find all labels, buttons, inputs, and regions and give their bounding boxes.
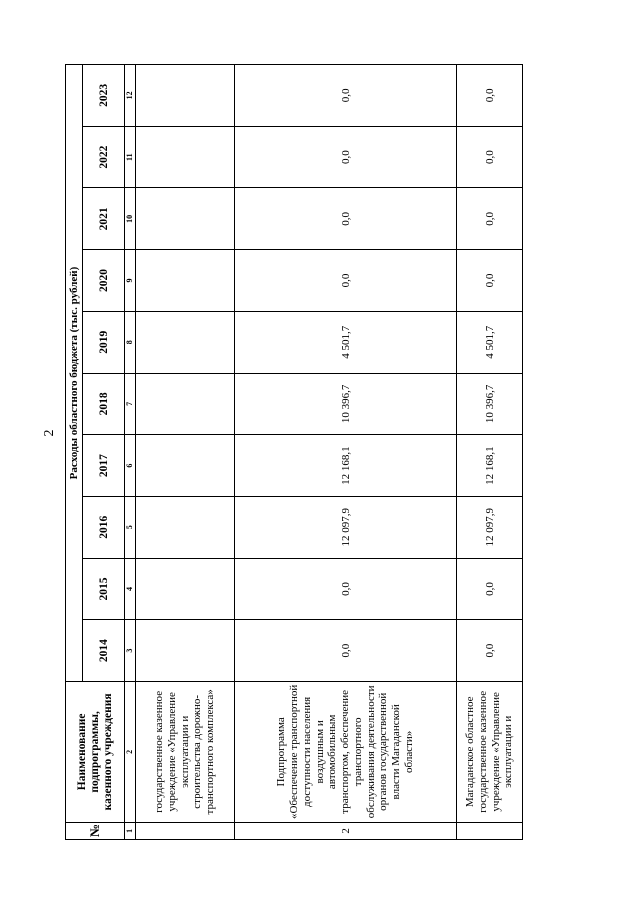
column-number: 3: [125, 620, 136, 682]
column-number: 10: [125, 188, 136, 250]
row-number: 2: [235, 822, 457, 839]
value-cell: [136, 558, 235, 620]
value-cell: 0,0: [457, 65, 523, 127]
row-number: [457, 822, 523, 839]
value-cell: 0,0: [457, 188, 523, 250]
row-name: государственное казенное учреждение «Управление эксплуатации и строительства дорожно-транспортного комплекса»: [136, 682, 235, 823]
year-header: 2021: [83, 188, 125, 250]
value-cell: 4 501,7: [235, 311, 457, 373]
value-cell: 10 396,7: [457, 373, 523, 435]
year-header: 2019: [83, 311, 125, 373]
column-header-number: №: [66, 822, 125, 839]
year-header: 2014: [83, 620, 125, 682]
value-cell: [136, 620, 235, 682]
column-header-name: Наименование подпрограммы, казенного учреждения: [66, 682, 125, 823]
value-cell: 12 097,9: [457, 496, 523, 558]
rotated-table-frame: [65, 64, 525, 840]
value-cell: [136, 65, 235, 127]
value-cell: 12 168,1: [235, 435, 457, 497]
value-cell: 10 396,7: [235, 373, 457, 435]
value-cell: [136, 311, 235, 373]
year-header: 2018: [83, 373, 125, 435]
row-name: Магаданское областное государственное казенное учреждение «Управление эксплуатации и: [457, 682, 523, 823]
column-number: 8: [125, 311, 136, 373]
column-number: 11: [125, 126, 136, 188]
value-cell: 0,0: [457, 126, 523, 188]
value-cell: 0,0: [235, 126, 457, 188]
value-cell: [136, 126, 235, 188]
table-row: [136, 65, 235, 840]
budget-table: [65, 64, 523, 840]
year-header: 2017: [83, 435, 125, 497]
year-header: 2022: [83, 126, 125, 188]
table-row: [235, 65, 457, 840]
column-number: 6: [125, 435, 136, 497]
row-name: Подпрограмма «Обеспечение транспортной доступности населения воздушным и автомобильным транспортом, обеспечение транспортного обслуживания деятельности органов государственной власти Магаданской области»: [235, 682, 457, 823]
column-number: 12: [125, 65, 136, 127]
column-number: 7: [125, 373, 136, 435]
page-number: 2: [42, 429, 57, 437]
value-cell: 12 168,1: [457, 435, 523, 497]
value-cell: 0,0: [457, 250, 523, 312]
column-number: 2: [125, 682, 136, 823]
year-header: 2020: [83, 250, 125, 312]
value-cell: 0,0: [457, 558, 523, 620]
value-cell: 0,0: [457, 620, 523, 682]
column-number: 9: [125, 250, 136, 312]
table-row: [457, 65, 523, 840]
value-cell: [136, 373, 235, 435]
year-header: 2015: [83, 558, 125, 620]
year-header: 2016: [83, 496, 125, 558]
budget-group-header: Расходы областного бюджета (тыс. рублей): [66, 65, 83, 682]
column-number: 5: [125, 496, 136, 558]
value-cell: [136, 496, 235, 558]
value-cell: 0,0: [235, 250, 457, 312]
value-cell: 12 097,9: [235, 496, 457, 558]
value-cell: 0,0: [235, 188, 457, 250]
value-cell: 4 501,7: [457, 311, 523, 373]
value-cell: [136, 188, 235, 250]
value-cell: [136, 435, 235, 497]
column-number: 1: [125, 822, 136, 839]
column-number-row: [125, 65, 136, 840]
value-cell: 0,0: [235, 620, 457, 682]
value-cell: [136, 250, 235, 312]
value-cell: 0,0: [235, 558, 457, 620]
column-number: 4: [125, 558, 136, 620]
value-cell: 0,0: [235, 65, 457, 127]
year-header: 2023: [83, 65, 125, 127]
row-number: [136, 822, 235, 839]
